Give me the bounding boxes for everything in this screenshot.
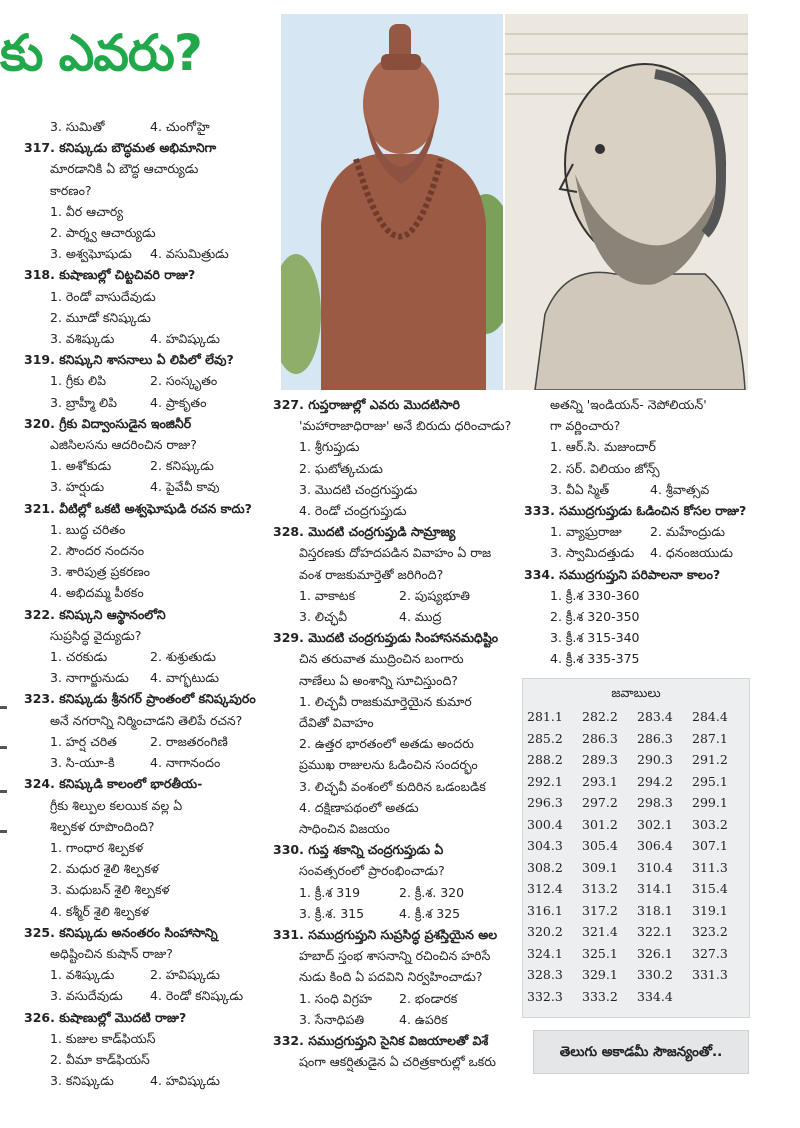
question-continuation: అనే నగరాన్ని నిర్మించాడని తెలిపే రచన?: [50, 712, 243, 728]
question-text: 321. వీటిల్లో ఒకటి అశ్వఘోషుడి రచన కాదు?: [24, 500, 252, 516]
answer-cell: 328.3: [527, 967, 563, 983]
question-continuation: సుప్రసిద్ధ వైద్యుడు?: [50, 627, 142, 643]
option-text: 3. క్రీ.శ. 315: [299, 905, 365, 921]
answer-option-pair: [24, 243, 264, 264]
answer-cell: 313.2: [582, 881, 618, 897]
option-text: 2. ఉత్తర భారతంలో అతడు అందరు: [299, 736, 474, 752]
question-continuation: కారణం?: [50, 182, 92, 198]
margin-mark: [0, 706, 7, 709]
question-continuation: వంశ రాజకుమార్తెతో జరిగింది?: [299, 566, 444, 582]
portrait-engraving: [505, 14, 748, 390]
question-text: 331. సముద్రగుప్తుని సుప్రసిద్ధ ప్రశస్తియైన అల: [273, 927, 498, 943]
answer-cell: 330.2: [637, 967, 673, 983]
answer-row: [527, 771, 747, 793]
option-text: 4. నాగానందం: [150, 755, 221, 771]
question-text: 325. కనిష్కుడు అనంతరం సింహాసాన్ని: [24, 924, 218, 940]
answer-cell: 333.2: [582, 988, 618, 1004]
answer-cell: 297.2: [582, 795, 618, 811]
answer-cell: 290.3: [637, 752, 673, 768]
answer-cell: 293.1: [582, 773, 618, 789]
answer-cell: 331.3: [692, 967, 728, 983]
question-text: 326. కుషాణుల్లో మొదటి రాజు?: [24, 1009, 187, 1025]
option-text: 4. రెండో చంద్రగుప్తుడు: [299, 503, 407, 519]
option-text: 1. లిచ్ఛవీ రాజకుమార్తెయైన కుమార: [299, 693, 472, 709]
answer-option-pair: [24, 731, 264, 752]
answer-cell: 301.2: [582, 816, 618, 832]
answer-cell: 316.1: [527, 902, 563, 918]
answer-row: [527, 900, 747, 922]
option-text: 3. సుమితో: [50, 119, 105, 134]
option-text: 2. క్రీ.శ. 320: [399, 884, 465, 900]
option-text: 1. వ్యాఘ్రరాజు: [550, 524, 622, 540]
question-continuation: సంవత్సరంలో ప్రారంభించాడు?: [299, 863, 445, 879]
question-text: 323. కనిష్కుడు శ్రీనగర్ ప్రాంతంలో కనిష్కపురం: [24, 691, 256, 707]
question-continuation: అతన్ని 'ఇండియన్- నెపోలియన్': [550, 397, 707, 412]
option-text: ప్రముఖ రాజులను ఓడించిన సందర్భం: [299, 757, 478, 773]
answer-cell: 304.3: [527, 838, 563, 854]
option-text: 2. పుష్యభూతి: [399, 587, 470, 603]
option-text: 4. శ్రీవాత్సవ: [650, 481, 710, 497]
option-text: 3. క్రీ.శ 315-340: [550, 630, 640, 646]
answer-row: [527, 792, 747, 814]
option-text: 2. పార్శ్వ ఆచార్యుడు: [50, 225, 156, 241]
answer-cell: 284.4: [692, 709, 728, 725]
answer-cell: 296.3: [527, 795, 563, 811]
answer-cell: 283.4: [637, 709, 673, 725]
answer-cell: 299.1: [692, 795, 728, 811]
answer-cell: [692, 986, 747, 1008]
answer-row: [527, 943, 747, 965]
answer-cell: 287.1: [692, 730, 728, 746]
option-text: 4. కశ్మీర్ శైలి శిల్పకళ: [50, 903, 150, 919]
option-text: 4. ఉపరిక: [399, 1011, 448, 1027]
answer-option-pair: [524, 479, 754, 500]
question-continuation: చిన తరువాత ముద్రించిన బంగారు: [299, 651, 464, 667]
option-text: 3. కనిష్కుడు: [50, 1073, 114, 1089]
option-text: 3. నాగార్జునుడు: [50, 670, 129, 686]
answer-cell: 305.4: [582, 838, 618, 854]
answer-cell: 326.1: [637, 945, 673, 961]
answer-option-pair: [273, 882, 513, 903]
option-text: 3. లిచ్ఛవీ: [299, 609, 347, 625]
question-text: 332. సముద్రగుప్తుని సైనిక విజయాలతో విశే: [273, 1033, 489, 1049]
answer-option-pair: [24, 667, 264, 688]
question-text: 317. కనిష్కుడు బౌద్ధమత అభిమానిగా: [24, 140, 217, 156]
answer-cell: 320.2: [527, 924, 563, 940]
option-text: దేవితో వివాహం: [299, 715, 374, 731]
option-text: 2. మహేంద్రుడు: [650, 524, 725, 540]
answer-option-pair: [273, 585, 513, 606]
answer-cell: 332.3: [527, 988, 563, 1004]
question-text: 320. గ్రీకు విద్వాంసుడైన ఇంజినీర్: [24, 415, 192, 431]
option-text: 2. సంస్కృతం: [150, 373, 218, 389]
answer-cell: 307.1: [692, 838, 728, 854]
option-text: 3. స్వామిదత్తుడు: [550, 545, 635, 561]
option-text: 1. క్రీ.శ 330-360: [550, 587, 640, 603]
question-continuation: ఎజిసిలసను ఆదరించిన రాజు?: [50, 437, 197, 453]
question-text: 334. సముద్రగుప్తుని పరిపాలనా కాలం?: [524, 566, 721, 582]
option-text: 4. హవిష్కుడు: [150, 331, 220, 347]
option-text: 4. ముద్ర: [399, 609, 442, 625]
option-text: సాధించిన విజయం: [299, 821, 390, 837]
option-text: 2. హవిష్కుడు: [150, 967, 220, 983]
answer-option-pair: [273, 903, 513, 924]
answer-option-pair: [524, 521, 754, 542]
option-text: 4. చుంగోహై: [150, 119, 210, 134]
answer-cell: 298.3: [637, 795, 673, 811]
option-text: 1. క్రీ.శ 319: [299, 884, 361, 900]
option-text: 1. హర్ష చరిత: [50, 733, 117, 749]
answer-cell: 282.2: [582, 709, 618, 725]
option-text: 2. సౌందర నందనం: [50, 543, 145, 559]
answer-cell: 288.2: [527, 752, 563, 768]
answer-row: [527, 986, 747, 1008]
option-text: 3. మొదటి చంద్రగుప్తుడు: [299, 481, 418, 497]
question-text: 318. కుషాణుల్లో చిట్టచివరి రాజు?: [24, 267, 196, 283]
answer-cell: 311.3: [692, 859, 728, 875]
option-text: 1. కుజుల కాడ్‌ఫియస్: [50, 1030, 156, 1046]
option-text: 2. కనిష్కుడు: [150, 458, 214, 474]
option-text: 1. ఆర్.సి. మజుందార్: [550, 439, 656, 455]
answer-row: [527, 728, 747, 750]
answer-cell: 308.2: [527, 859, 563, 875]
margin-mark: [0, 746, 7, 749]
question-text: 333. సముద్రగుప్తుడు ఓడించిన కోసల రాజు?: [524, 503, 747, 519]
question-text: 324. కనిష్కుడి కాలంలో భారతీయ-: [24, 776, 203, 792]
question-continuation: విస్తరణకు దోహదపడిన వివాహం ఏ రాజ: [299, 545, 492, 561]
answer-cell: 295.1: [692, 773, 728, 789]
answer-option-pair: [24, 392, 264, 413]
option-text: 1. వీర ఆచార్య: [50, 203, 124, 219]
option-text: 2. ఘటోత్కచుడు: [299, 460, 383, 476]
answer-row: [527, 857, 747, 879]
answer-option-pair: [24, 646, 264, 667]
question-text: 327. గుప్తరాజుల్లో ఎవరు మొదటిసారి: [273, 397, 460, 412]
option-text: 2. భండారక: [399, 990, 458, 1006]
answer-option-pair: [24, 964, 264, 985]
answer-cell: 300.4: [527, 816, 563, 832]
option-text: 4. వసుమిత్రుడు: [150, 246, 229, 262]
answer-row: [527, 878, 747, 900]
answer-row: [527, 706, 747, 728]
option-text: 1. అశోకుడు: [50, 458, 112, 474]
question-continuation: గా వర్ణించారు?: [550, 418, 621, 434]
option-text: 1. రెండో వాసుదేవుడు: [50, 288, 156, 304]
answer-cell: 319.1: [692, 902, 728, 918]
answer-cell: 318.1: [637, 902, 673, 918]
answer-cell: 325.1: [582, 945, 618, 961]
option-text: 4. హవిష్కుడు: [150, 1073, 220, 1089]
answer-cell: 317.2: [582, 902, 618, 918]
answer-cell: 315.4: [692, 881, 728, 897]
option-text: 2. మధుర శైలి శిల్పకళ: [50, 861, 159, 877]
question-continuation: హబాద్ స్తంభ శాసనాన్ని రచించిన హరిసే: [299, 948, 491, 964]
answer-option-pair: [273, 606, 513, 627]
answer-cell: 286.3: [582, 730, 618, 746]
answer-key-heading: జవాబులు: [611, 685, 661, 700]
question-column-1: [24, 116, 264, 1091]
option-text: 4. క్రీ.శ 325: [399, 905, 461, 921]
option-text: 4. పైవేవీ కావు: [150, 479, 220, 495]
answer-cell: 312.4: [527, 881, 563, 897]
answer-row: [527, 749, 747, 771]
answer-row: [527, 835, 747, 857]
answer-option-pair: [24, 1070, 264, 1091]
margin-mark: [0, 790, 7, 793]
option-text: 4. ధనంజయుడు: [650, 545, 733, 561]
option-text: 3. శారిపుత్ర ప్రకరణం: [50, 564, 150, 580]
answer-row: [527, 964, 747, 986]
option-text: 1. సంధి విగ్రహ: [299, 990, 372, 1006]
question-text: 328. మొదటి చంద్రగుప్తుడి సామ్రాజ్య: [273, 524, 456, 540]
question-text: 330. గుప్త శకాన్ని చంద్రగుప్తుడు ఏ: [273, 842, 444, 858]
question-text: 319. కనిష్కుని శాసనాలు ఏ లిపిలో లేవు?: [24, 352, 234, 368]
answer-cell: 324.1: [527, 945, 563, 961]
answer-option-pair: [24, 455, 264, 476]
option-text: 2. మూడో కనిష్కుడు: [50, 309, 151, 325]
question-text: 322. కనిష్కుని ఆస్థానంలోని: [24, 606, 166, 622]
question-continuation: మారడానికి ఏ బౌద్ధ ఆచార్యుడు: [50, 161, 199, 177]
answer-row: [527, 921, 747, 943]
answer-cell: 294.2: [637, 773, 673, 789]
option-text: 3. బ్రాహ్మీ లిపి: [50, 394, 118, 410]
answer-option-pair: [273, 1009, 513, 1030]
option-text: 2. రాజతరంగిణి: [150, 733, 228, 749]
answer-cell: 309.1: [582, 859, 618, 875]
question-continuation: 'మహారాజాధిరాజు' అనే బిరుదు ధరించాడు?: [299, 418, 512, 434]
answer-option-pair: [24, 328, 264, 349]
answer-cell: 285.2: [527, 730, 563, 746]
option-text: 1. గాంధార శిల్పకళ: [50, 839, 144, 855]
option-text: 2. వీమా కాడ్‌ఫియస్: [50, 1051, 150, 1067]
option-text: 1. వాకాటక: [299, 587, 356, 603]
answer-cell: 281.1: [527, 709, 563, 725]
option-text: 2. శుశ్రుతుడు: [150, 649, 216, 665]
answer-cell: 327.3: [692, 945, 728, 961]
option-text: 3. సేనాధిపతి: [299, 1011, 365, 1027]
question-continuation: నాణేలు ఏ అంశాన్ని సూచిస్తుంది?: [299, 672, 458, 688]
answer-cell: 291.2: [692, 752, 728, 768]
question-column-3: [524, 394, 754, 670]
question-text: 329. మొదటి చంద్రగుప్తుడు సింహాసనమధిష్టిం: [273, 630, 499, 646]
answer-key-table: [527, 706, 747, 1007]
answer-option-pair: [24, 476, 264, 497]
answer-cell: 303.2: [692, 816, 728, 832]
answer-cell: 329.1: [582, 967, 618, 983]
answer-cell: 314.1: [637, 881, 673, 897]
page-title: కు ఎవరు?: [0, 24, 202, 82]
option-text: 3. వశిష్కుడు: [50, 331, 115, 347]
option-text: 3. వీఏ స్మిత్: [550, 481, 610, 497]
answer-row: [527, 814, 747, 836]
answer-cell: 322.1: [637, 924, 673, 940]
option-text: 4. క్రీ.శ 335-375: [550, 651, 640, 667]
option-text: 4. ప్రాకృతం: [150, 394, 207, 410]
option-text: 1. వశిష్కుడు: [50, 967, 115, 983]
option-text: 3. వసుదేవుడు: [50, 988, 123, 1004]
option-text: 4. అభిదమ్మ పీఠకం: [50, 585, 144, 601]
option-text: 3. లిచ్ఛవీ వంశంలో కుదిరిన ఒడంబడిక: [299, 778, 486, 794]
question-continuation: అధిష్టించిన కుషాన్ రాజు?: [50, 945, 173, 961]
option-text: 3. సి-యూ-కి: [50, 755, 115, 771]
answer-cell: 323.2: [692, 924, 728, 940]
option-text: 2. సర్. విలియం జోన్స్: [550, 460, 660, 476]
option-text: 2. క్రీ.శ 320-350: [550, 609, 640, 625]
question-continuation: షంగా ఆకర్షితుడైన ఏ చరిత్రకారుల్లో ఒకరు: [299, 1054, 497, 1070]
question-column-2: [273, 394, 513, 1073]
statue-photo: [281, 14, 503, 390]
option-text: 4. రెండో కనిష్కుడు: [150, 988, 244, 1004]
question-continuation: శిల్పకళ రూపొందింది?: [50, 818, 155, 834]
question-continuation: గ్రీకు శిల్పుల కలయిక వల్ల ఏ: [50, 797, 183, 813]
option-text: 1. గ్రీకు లిపి: [50, 373, 107, 389]
answer-option-pair: [273, 988, 513, 1009]
option-text: 3. హర్షుడు: [50, 479, 105, 495]
option-text: 4. దక్షిణాపథంలో అతడు: [299, 799, 419, 815]
option-text: 1. చరకుడు: [50, 649, 108, 665]
option-text: 1. శ్రీగుప్తుడు: [299, 439, 360, 455]
answer-cell: 310.4: [637, 859, 673, 875]
credit-note: తెలుగు అకాడమీ సౌజన్యంతో..: [533, 1030, 749, 1074]
answer-key-box: [522, 678, 750, 1018]
answer-cell: 289.3: [582, 752, 618, 768]
answer-cell: 334.4: [637, 988, 673, 1004]
answer-cell: 286.3: [637, 730, 673, 746]
margin-mark: [0, 830, 7, 833]
option-text: 1. బుద్ధ చరితం: [50, 521, 126, 537]
answer-option-pair: [24, 116, 264, 137]
option-text: 3. అశ్వఘోషుడు: [50, 246, 132, 262]
answer-cell: 302.1: [637, 816, 673, 832]
answer-option-pair: [524, 542, 754, 563]
answer-option-pair: [24, 370, 264, 391]
option-text: 4. వాగ్భటుడు: [150, 670, 219, 686]
answer-cell: 292.1: [527, 773, 563, 789]
question-continuation: నుడు కింది ఏ పదవిని నిర్వహించాడు?: [299, 969, 483, 985]
answer-option-pair: [24, 985, 264, 1006]
option-text: 3. మధుబన్ శైలి శిల్పకళ: [50, 882, 170, 898]
answer-cell: 306.4: [637, 838, 673, 854]
answer-cell: 321.4: [582, 924, 618, 940]
answer-option-pair: [24, 752, 264, 773]
